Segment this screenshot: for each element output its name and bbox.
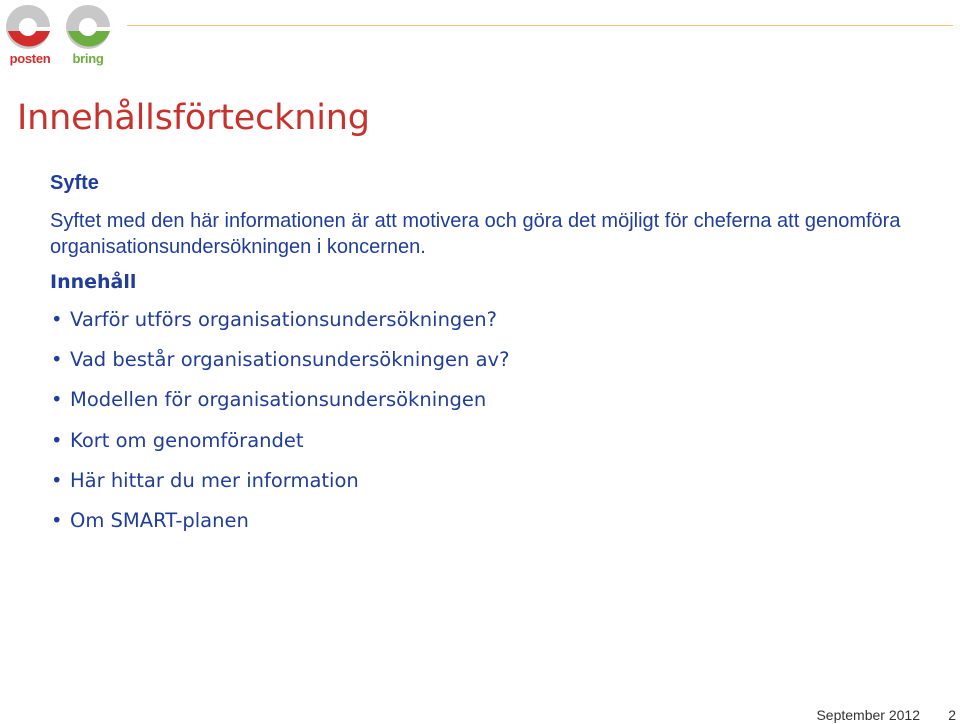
contents-item-label: Kort om genomförandet <box>70 428 304 452</box>
footer-date: September 2012 <box>816 707 920 723</box>
contents-list-item <box>50 307 930 333</box>
page-number: 2 <box>948 707 956 723</box>
contents-list-item <box>50 387 930 413</box>
page-title: Innehållsförteckning <box>17 98 370 138</box>
purpose-heading: Syfte <box>50 172 99 194</box>
posten-logo-icon <box>2 4 58 52</box>
header-divider <box>127 25 953 26</box>
bullet-icon: • <box>51 308 63 331</box>
bullet-icon: • <box>51 508 63 532</box>
slide-content <box>50 170 930 548</box>
bring-logo-text: bring <box>72 51 104 66</box>
contents-item-label: Modellen för organisationsundersökningen <box>70 388 487 412</box>
bullet-icon: • <box>51 468 63 492</box>
bullet-icon: • <box>51 348 63 372</box>
contents-list-item <box>50 428 930 454</box>
contents-item-label: Vad består organisationsundersökningen av? <box>70 348 510 372</box>
contents-list-item <box>50 347 930 373</box>
bring-logo-icon <box>60 4 116 52</box>
bullet-icon: • <box>51 428 63 452</box>
bring-logo <box>60 4 116 68</box>
contents-list <box>50 307 930 534</box>
contents-heading: Innehåll <box>50 271 137 293</box>
bullet-icon: • <box>51 388 63 412</box>
posten-logo-text: posten <box>9 51 51 66</box>
contents-list-item <box>50 508 930 534</box>
contents-item-label: Om SMART-planen <box>70 508 249 532</box>
contents-item-label: Varför utförs organisationsundersökningen? <box>70 308 498 331</box>
contents-item-label: Här hittar du mer information <box>70 468 359 492</box>
purpose-text: Syftet med den här informationen är att motivera och göra det möjligt för cheferna att genomföra organisationsundersökningen i koncernen. <box>50 210 901 258</box>
contents-list-item <box>50 468 930 494</box>
posten-logo <box>2 4 58 68</box>
